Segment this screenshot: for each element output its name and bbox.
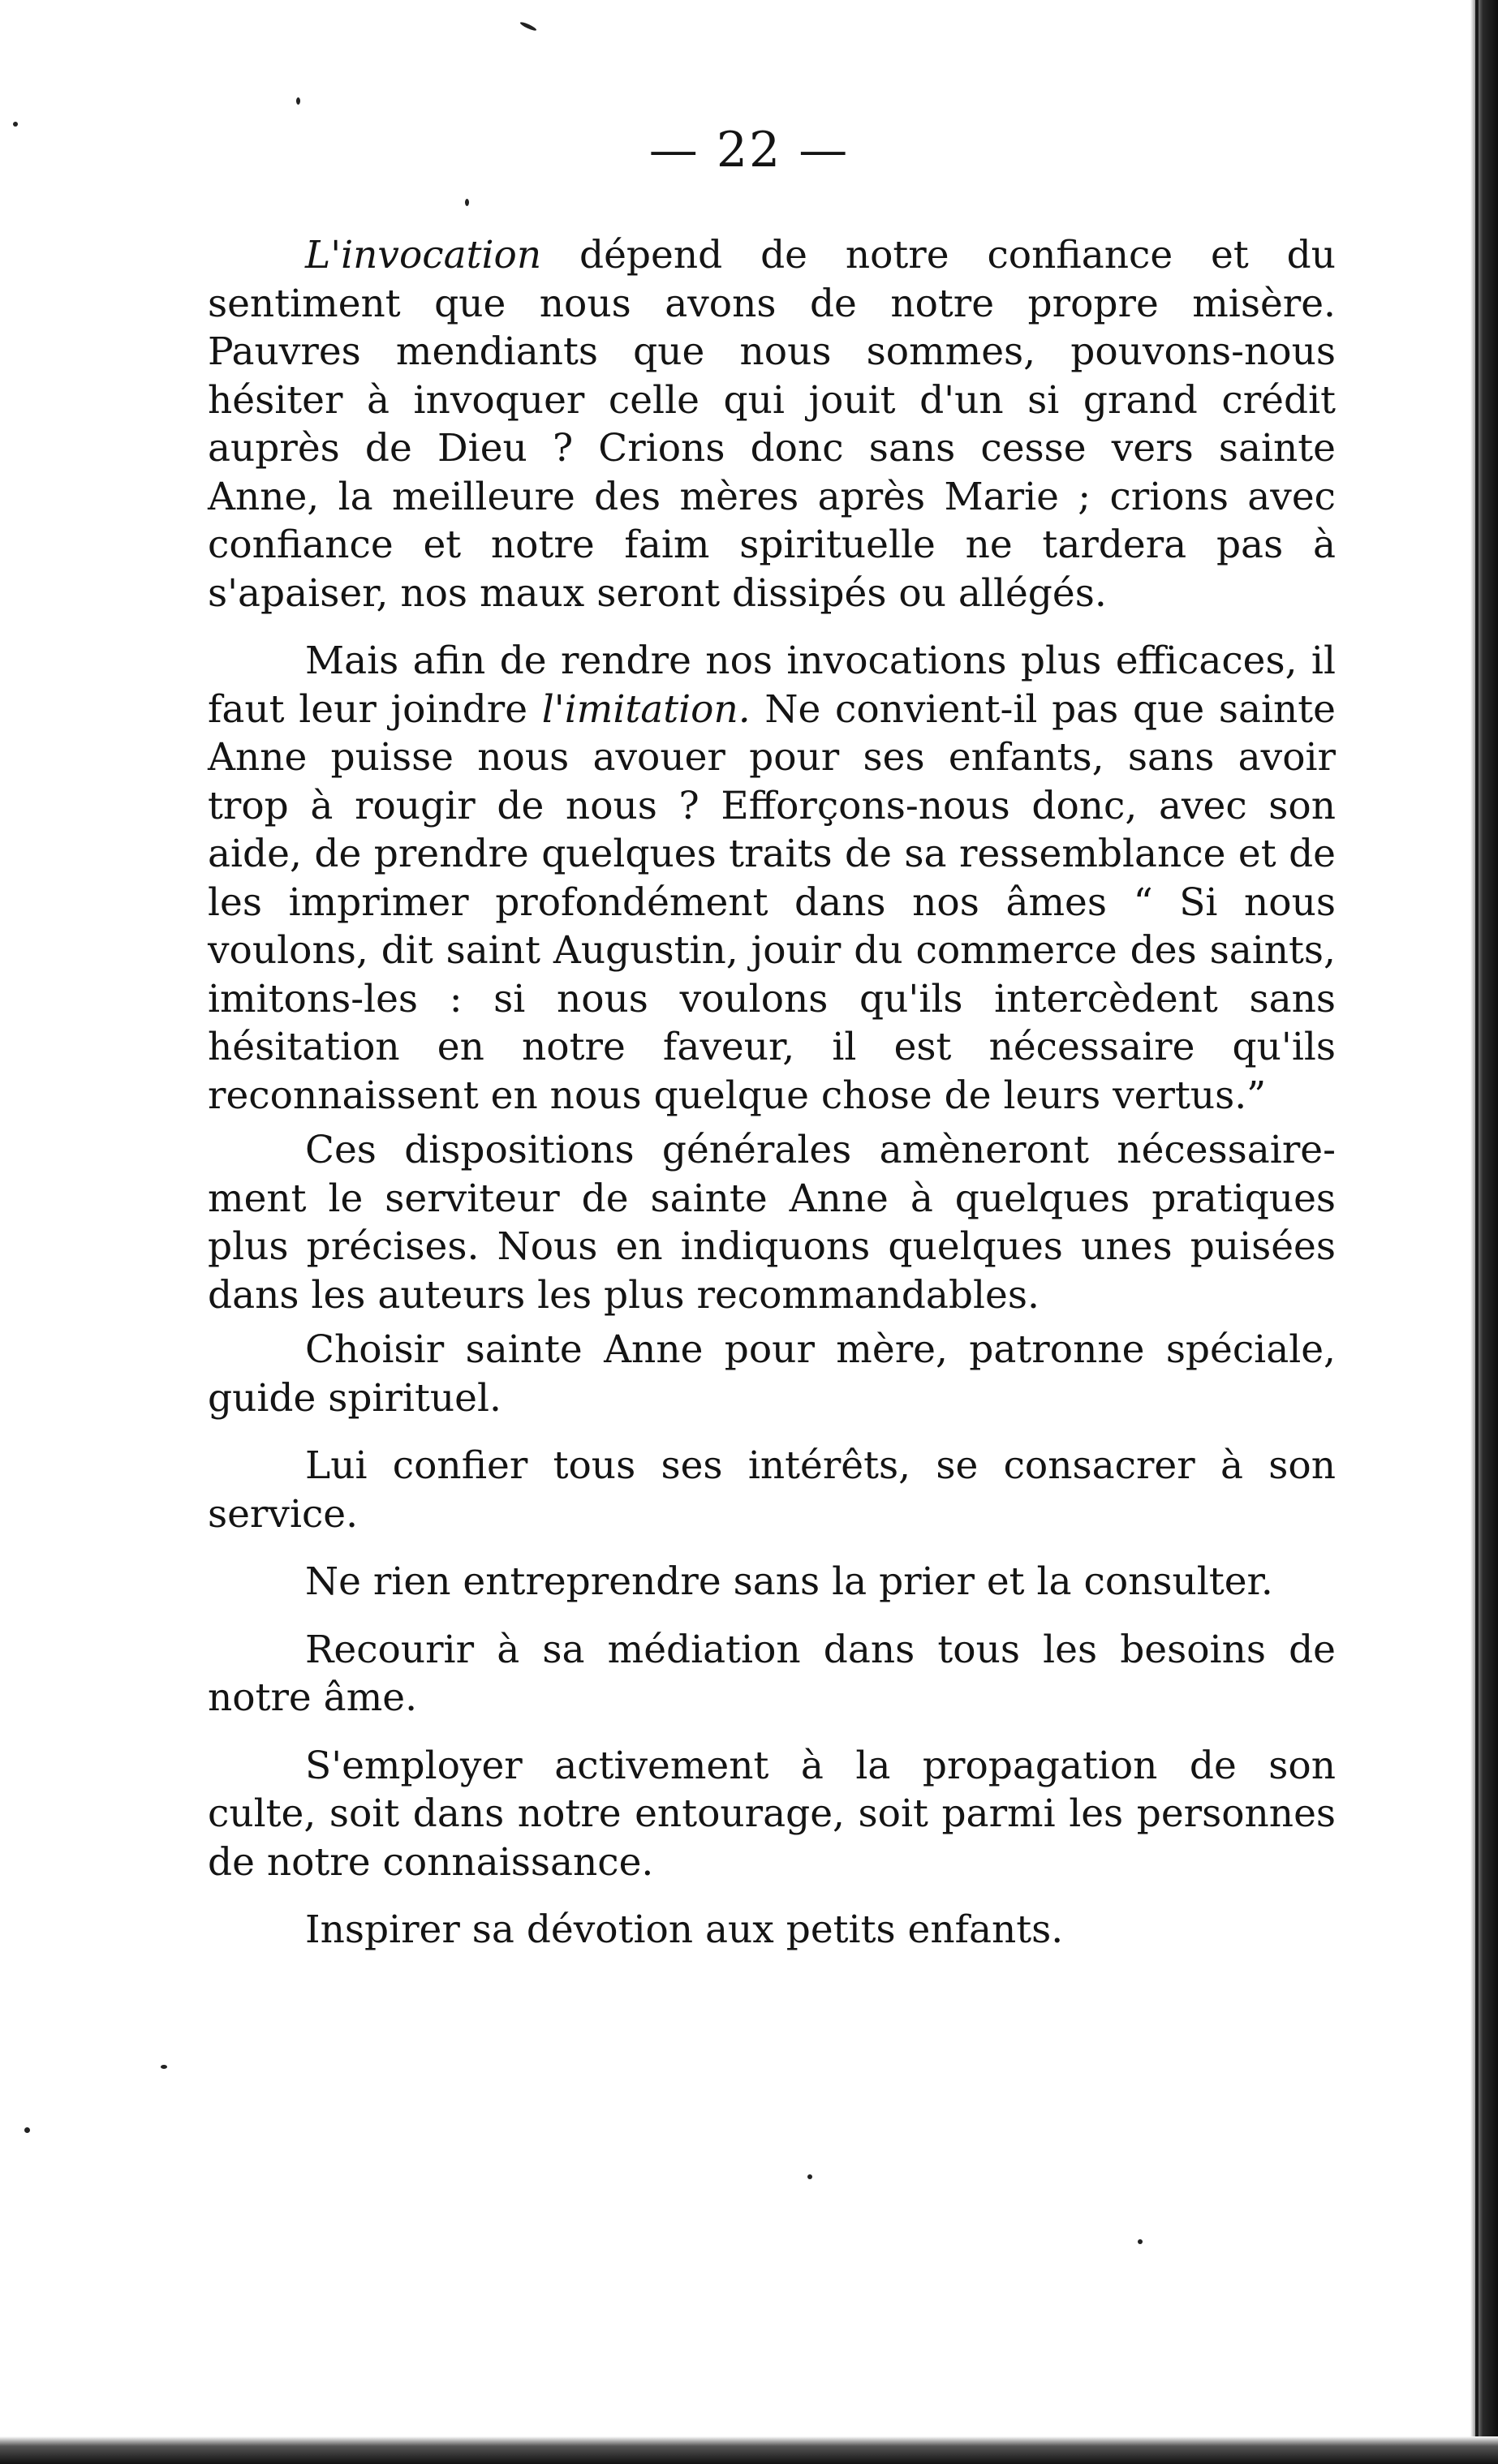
scan-speck <box>1138 2239 1143 2244</box>
paragraph-practice-mother: Choisir sainte Anne pour mère, patronne spéciale, guide spirituel. <box>208 1327 1336 1421</box>
paragraph-practice-confide: Lui confier tous ses intérêts, se consacrer à son service. <box>208 1443 1336 1537</box>
scan-speck <box>519 21 537 32</box>
scan-speck <box>161 2065 167 2069</box>
scan-speck <box>24 2127 30 2133</box>
paragraph-imitation <box>208 637 1336 1120</box>
paragraph-text-before: Mais afin de rendre nos invocations plus efficaces, il faut leur joindre <box>208 639 1336 732</box>
italic-term-invocation: L'invocation <box>305 233 542 277</box>
paragraph-practice-mediation: Recourir à sa médiation dans tous les besoins de notre âme. <box>208 1627 1336 1720</box>
page-number: — 22 — <box>648 122 850 178</box>
paragraph-invocation <box>208 231 1336 617</box>
italic-term-imitation: l'imitation. <box>541 686 751 732</box>
paragraph-practice-propagation: S'employer activement à la propagation de son culte, soit dans notre entourage, soit parmi les personnes de notre connaissance. <box>208 1743 1336 1885</box>
paragraph-dispositions: Ces dispositions générales amèneront nécessairement le serviteur de sainte Anne à quelques pratiques plus précises. Nous en indiquons quelques unes puisées dans les auteurs les plus recommandables. <box>208 1128 1336 1318</box>
page-body <box>208 231 1336 1954</box>
paragraph-text-after: Ne convient-il pas que sainte Anne puisse nous avouer pour ses enfants, sans avoir trop à rougir de nous ? Efforçons-nous donc, avec son aide, de prendre quelques traits de sa ressemblance et de les imprimer profondément dans nos âmes “ Si nous voulons, dit saint Augustin, jouir du commerce des saints, imitons-les : si nous voulons qu'ils intercèdent sans hésitation en notre faveur, il est nécessaire qu'ils reconnaissent en nous quelque chose de leurs vertus.” <box>208 686 1336 1118</box>
paragraph-practice-consult: Ne rien entreprendre sans la prier et la consulter. <box>305 1559 1273 1604</box>
paragraph-text: dépend de notre confiance et du sentiment que nous avons de notre propre misère. Pauvres mendiants que nous sommes, pouvons-nous hésiter à invoquer celle qui jouit d'un si grand crédit auprès de Dieu ? Crions donc sans cesse vers sainte Anne, la meilleure des mères après Marie ; crions avec confiance et notre faim spirituelle ne tardera pas à s'apaiser, nos maux seront dissipés ou allégés. <box>208 233 1336 616</box>
page-right-edge-line <box>1475 0 1479 2464</box>
scan-speck <box>465 199 469 206</box>
paragraph-practice-children: Inspirer sa dévotion aux petits enfants. <box>305 1907 1064 1952</box>
scan-speck <box>296 97 300 105</box>
scan-speck <box>13 122 18 127</box>
page-bottom-edge-shadow <box>0 2436 1498 2464</box>
scan-speck <box>807 2174 812 2179</box>
